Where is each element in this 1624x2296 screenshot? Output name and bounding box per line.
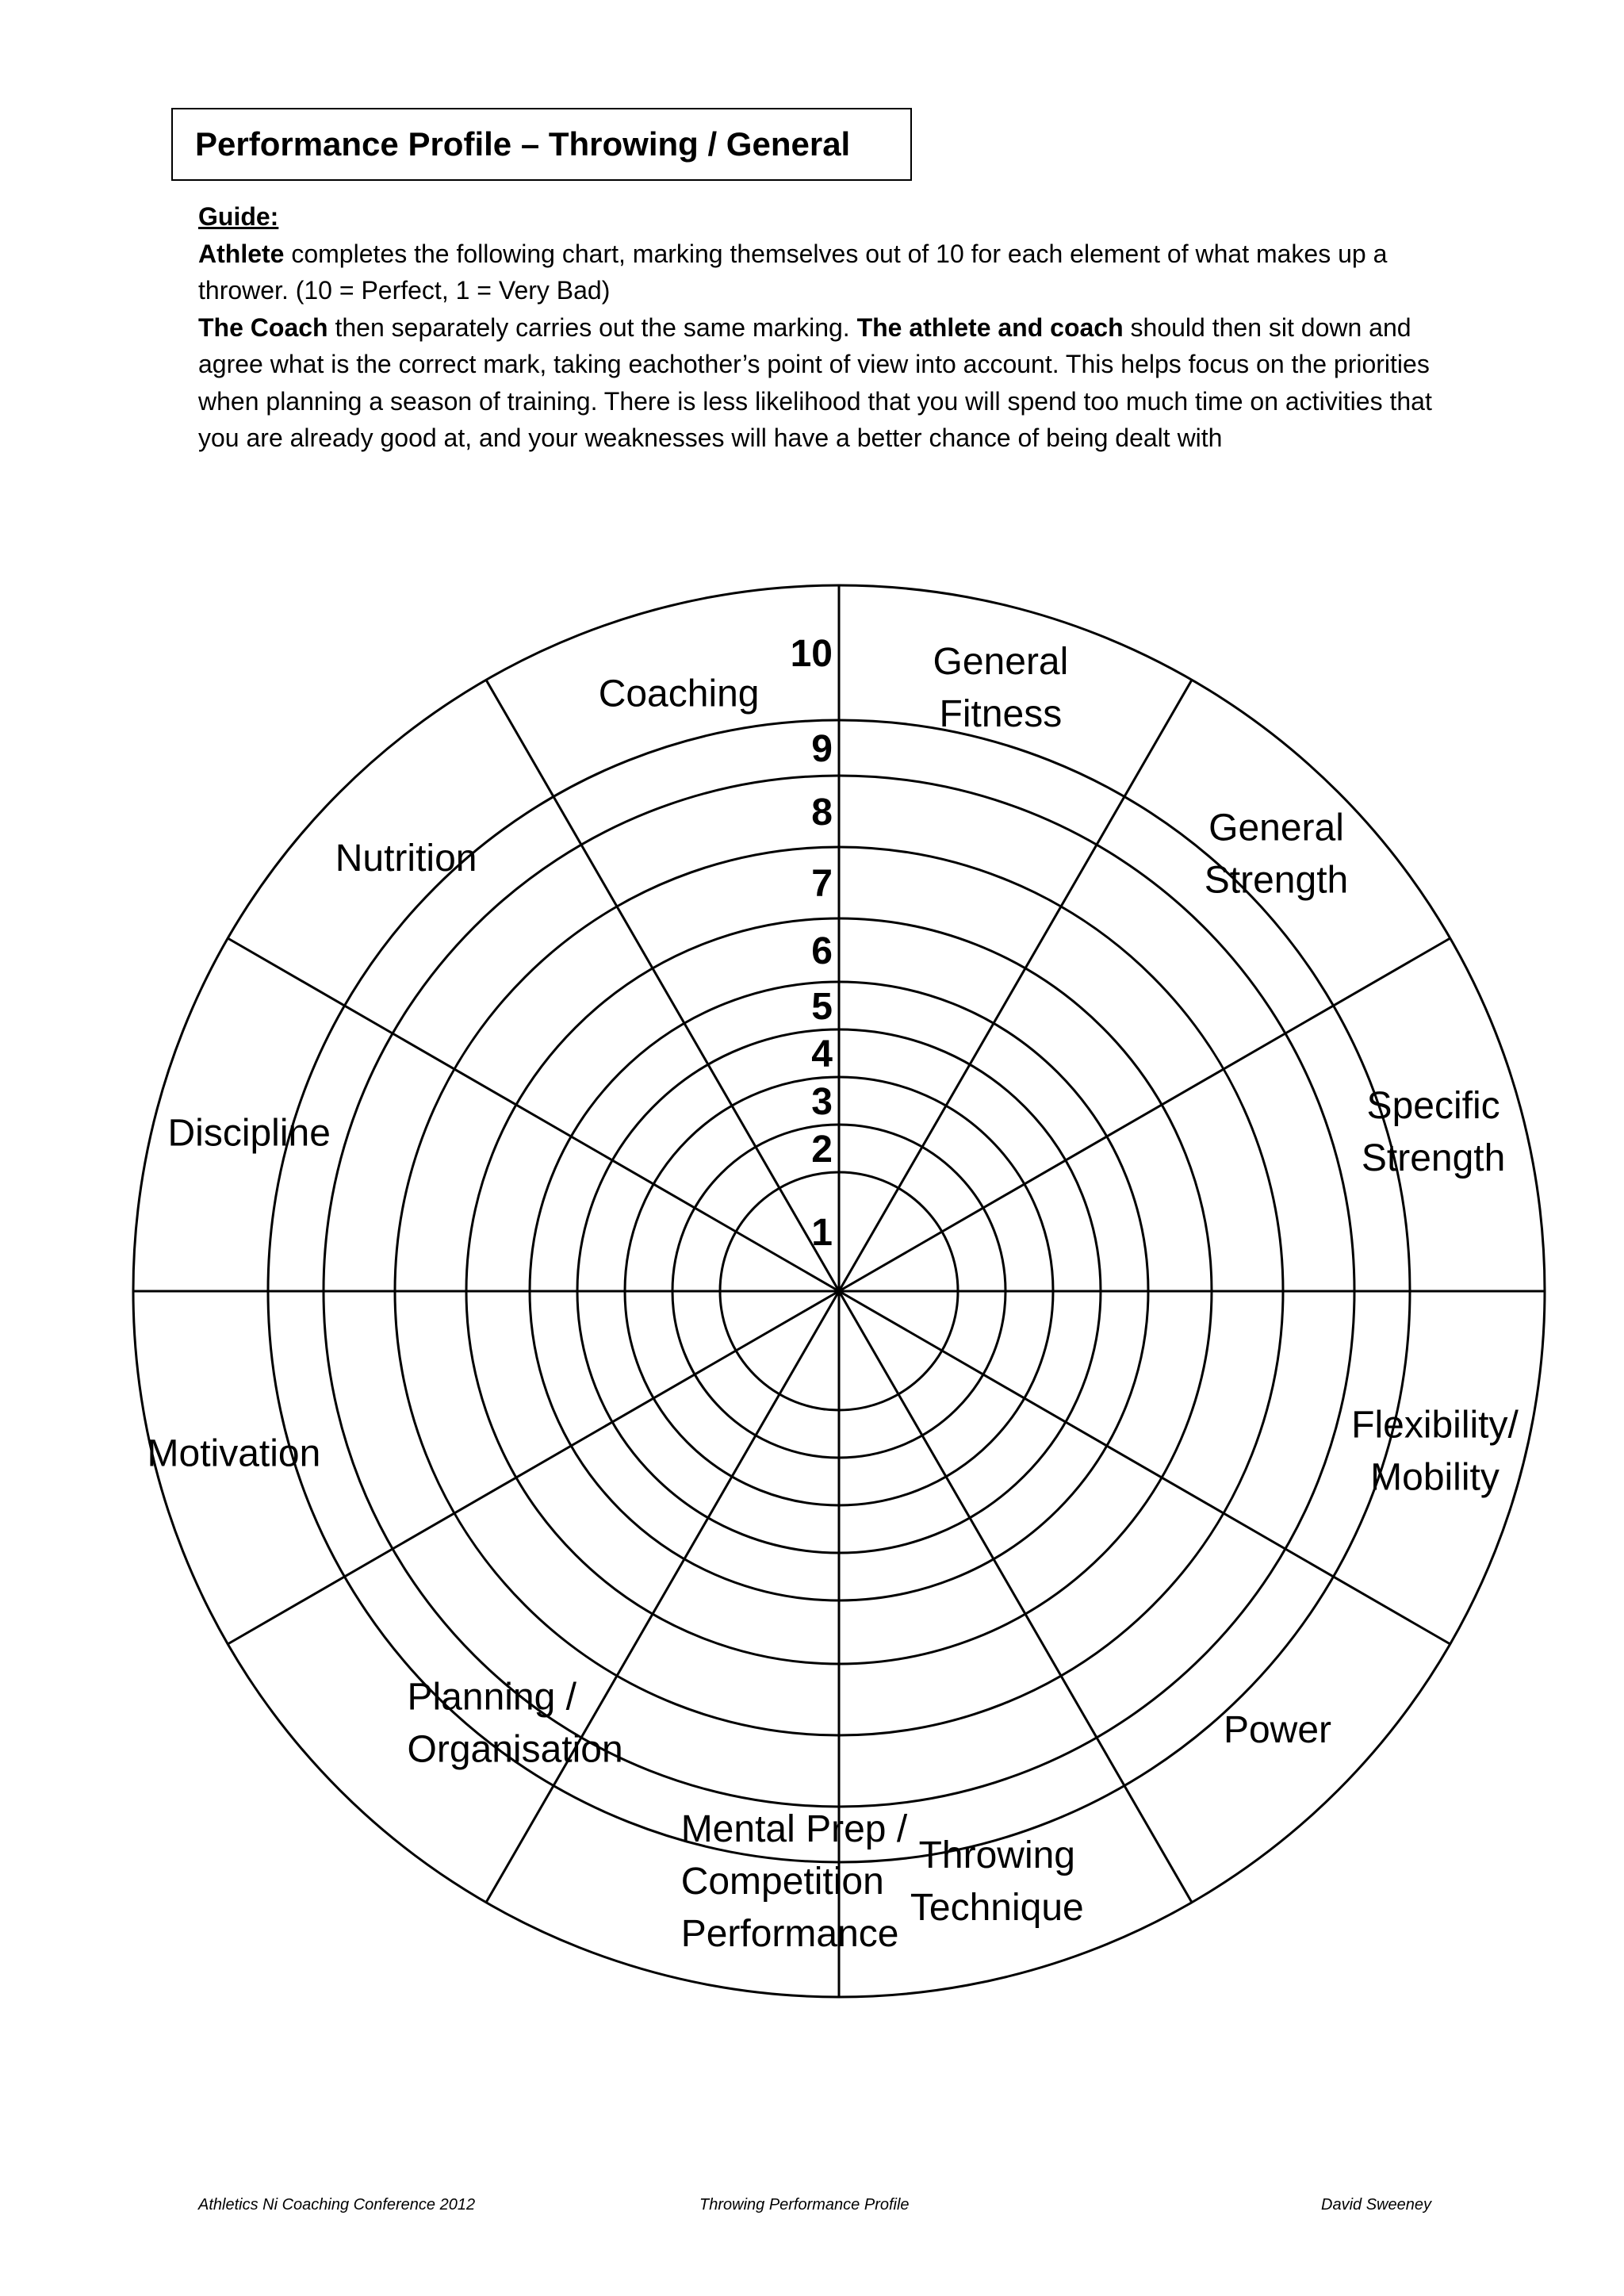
segment-label-5-line-0: Throwing	[918, 1834, 1076, 1876]
segment-label-3-line-1: Mobility	[1370, 1456, 1500, 1499]
guide-athlete-text: completes the following chart, marking themselves out of 10 for each element of what makes up a thrower. (10 = Perfect, 1 = Very Bad)	[198, 239, 1388, 305]
segment-label-3-line-0: Flexibility/	[1351, 1404, 1519, 1447]
segment-label-4-line-0: Power	[1223, 1709, 1332, 1751]
segment-label-10-line-0: Nutrition	[335, 838, 477, 880]
segment-label-1-line-1: Strength	[1204, 859, 1349, 902]
guide-heading: Guide:	[198, 202, 279, 231]
scale-label-8: 8	[811, 792, 833, 834]
guide-athlete-bold: Athlete	[198, 239, 285, 268]
segment-label-6-line-0: Mental Prep /	[680, 1807, 908, 1850]
scale-label-3: 3	[811, 1081, 833, 1123]
segment-label-2-line-0: Specific	[1366, 1085, 1500, 1128]
segment-label-0-line-0: General	[933, 640, 1069, 683]
guide-both-bold: The athlete and coach	[856, 312, 1124, 342]
segment-label-0-line-1: Fitness	[939, 692, 1063, 735]
segment-label-11-line-0: Coaching	[598, 673, 760, 715]
scale-label-1: 1	[811, 1212, 833, 1254]
scale-label-9: 9	[811, 728, 833, 770]
scale-label-6: 6	[811, 930, 833, 972]
guide-coach-text: then separately carries out the same marking.	[327, 312, 857, 342]
scale-label-5: 5	[811, 986, 833, 1028]
segment-label-5-line-1: Technique	[910, 1886, 1084, 1929]
segment-label-6-line-2: Performance	[680, 1912, 899, 1955]
segment-labels-group	[147, 641, 1519, 1955]
guide-both-text: should then sit down and agree what is the correct mark, taking eachother’s point of view into account. This helps focus on the priorities when planning a season of training. There is less likelihood that you will spend too much time on activities that you are already good at, and your weaknesses will have a better chance of being dealt with	[198, 312, 1432, 452]
segment-label-6-line-1: Competition	[680, 1860, 884, 1903]
segment-label-7-line-1: Organisation	[407, 1728, 623, 1771]
segment-label-2-line-1: Strength	[1361, 1137, 1506, 1180]
footer-left: Athletics Ni Coaching Conference 2012	[198, 2196, 476, 2214]
segment-label-7-line-0: Planning /	[407, 1676, 576, 1719]
page-title: Performance Profile – Throwing / General	[195, 125, 851, 163]
footer-center: Throwing Performance Profile	[699, 2196, 910, 2214]
scale-label-4: 4	[811, 1033, 833, 1075]
scale-label-7: 7	[811, 863, 833, 905]
segment-label-1-line-0: General	[1208, 807, 1344, 849]
scale-label-2: 2	[811, 1129, 833, 1171]
segment-label-8-line-0: Motivation	[147, 1432, 321, 1475]
spokes-group	[133, 585, 1545, 1997]
footer-right: David Sweeney	[1321, 2196, 1431, 2214]
scale-label-10: 10	[790, 633, 833, 675]
scale-labels-group	[791, 633, 833, 1254]
guide-coach-bold: The Coach	[198, 312, 328, 342]
segment-label-9-line-0: Discipline	[167, 1112, 331, 1155]
